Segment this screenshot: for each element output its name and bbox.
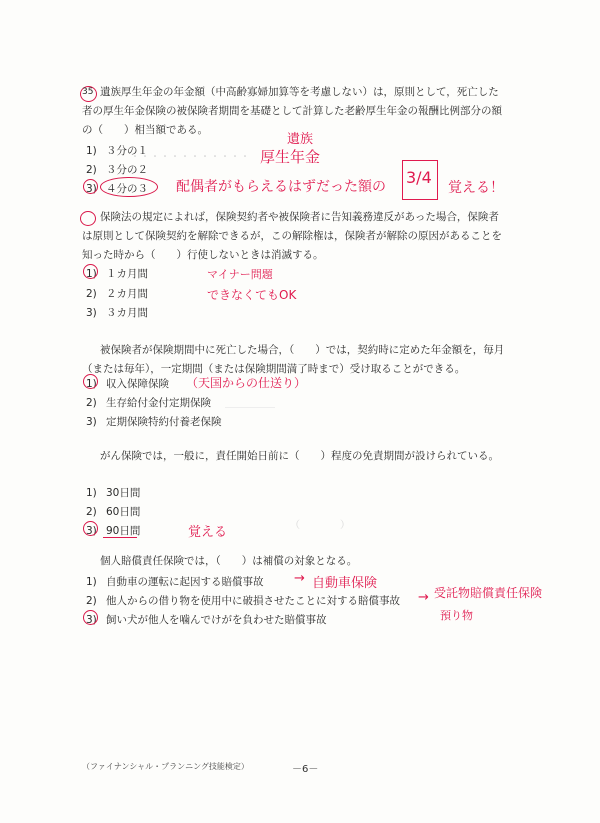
question-number: 35 [82,87,94,97]
option[interactable] [86,414,222,429]
handwritten-note: 遺族 [287,132,314,147]
option-text: ３分の１ [106,145,148,157]
handwritten-note: マイナー問題 [207,268,273,281]
answer-circle [83,264,98,279]
answer-circle [83,374,98,389]
bleed-through-text: ・・・・・・・・・・・・ [130,152,250,163]
answer-circle [83,610,98,625]
handwritten-note: 配偶者がもらえるはずだった額の [176,179,386,195]
option-text: 定期保険特約付養老保険 [106,416,222,428]
option-text: ３分の２ [106,164,148,176]
arrow-icon: → [418,590,429,605]
handwritten-note: 覚える [188,525,228,540]
option-text: ２カ月間 [106,288,148,300]
handwritten-note: 受託物賠償責任保険 [434,586,543,600]
option-number: 1) [86,487,97,499]
bleed-through-text: （ ） [290,520,350,531]
question-text: がん保険では，一般に，責任開始日前に（ ）程度の免責期間が設けられている。 [100,450,499,462]
option-text: 自動車の運転に起因する賠償事故 [106,576,264,588]
option-number: 1) [86,576,97,588]
option-number: 3) [86,416,97,428]
option[interactable] [86,485,140,500]
option-number: 2) [86,397,97,409]
answer-oval [100,177,158,197]
option-number: 1) [86,145,97,157]
option-text: 90日間 [106,525,141,537]
option-text: 他人からの借り物を使用中に破損させたことに対する賠償事故 [106,595,400,607]
option[interactable] [86,574,264,589]
question-text: 被保険者が保険期間中に死亡した場合，（ ）では，契約時に定めた年金額を，毎月（または毎年），一定期間（または保険期間満了時まで）受け取ることができる。 [82,344,505,375]
bleed-through-text: ＿＿＿＿＿ [225,399,275,410]
handwritten-note: 覚える！ [448,180,504,196]
page-number: －6－ [292,764,319,775]
question-text: 遺族厚生年金の年金額（中高齢寡婦加算等を考慮しない）は，原則として，死亡した者の厚生年金保険の被保険者期間を基礎として計算した老齢厚生年金の報酬比例部分の額の（ ）相当額である。 [82,86,502,136]
option-number: 1) [86,268,97,280]
option-number: 2) [86,595,97,607]
handwritten-note: 厚生年金 [260,148,321,166]
option-number: 1) [86,378,97,390]
option-text: ４分の３ [106,183,148,195]
option-number: 3) [86,183,97,195]
answer-circle [83,521,98,536]
option-text: １カ月間 [106,268,148,280]
footer-label: （ファイナンシャル・プランニング技能検定） [82,762,249,771]
option[interactable] [86,593,400,608]
option[interactable] [86,286,148,301]
option-text: 30日間 [106,487,141,499]
option-number: 3) [86,307,97,319]
option-number: 2) [86,288,97,300]
option-number: 2) [86,506,97,518]
option[interactable] [86,305,148,320]
option[interactable] [86,395,211,410]
arrow-icon: → [294,571,305,586]
question-text: 個人賠償責任保険では，（ ）は補償の対象となる。 [100,555,358,567]
answer-underline [103,537,137,538]
option-text: 収入保障保険 [106,378,169,390]
handwritten-note: できなくてもOK [207,288,297,302]
question-36-stem [82,208,508,265]
option-number: 3) [86,525,97,537]
option[interactable] [86,612,327,627]
option-number: 2) [86,164,97,176]
option-text: ３カ月間 [106,307,148,319]
option[interactable] [86,376,169,391]
option[interactable] [86,504,140,519]
handwritten-note: 自動車保険 [312,576,378,591]
question-text: 保険法の規定によれば，保険契約者や被保険者に告知義務違反があった場合，保険者は原則として保険契約を解除できるが，この解除権は，保険者が解除の原因があることを知った時から（ ）行使しないときは消滅する。 [82,211,502,261]
handwritten-fraction: 3/4 [406,168,432,187]
question-38-stem [82,447,508,466]
option-text: 60日間 [106,506,141,518]
option-number: 3) [86,614,97,626]
option-text: 生存給付金付定期保険 [106,397,211,409]
option-text: 飼い犬が他人を噛んでけがを負わせた賠償事故 [106,614,327,626]
answer-circle [83,179,98,194]
handwritten-note: 預り物 [440,609,473,622]
option[interactable] [86,162,148,177]
question-39-stem [82,552,508,571]
handwritten-note: （天国からの仕送り） [186,376,307,390]
